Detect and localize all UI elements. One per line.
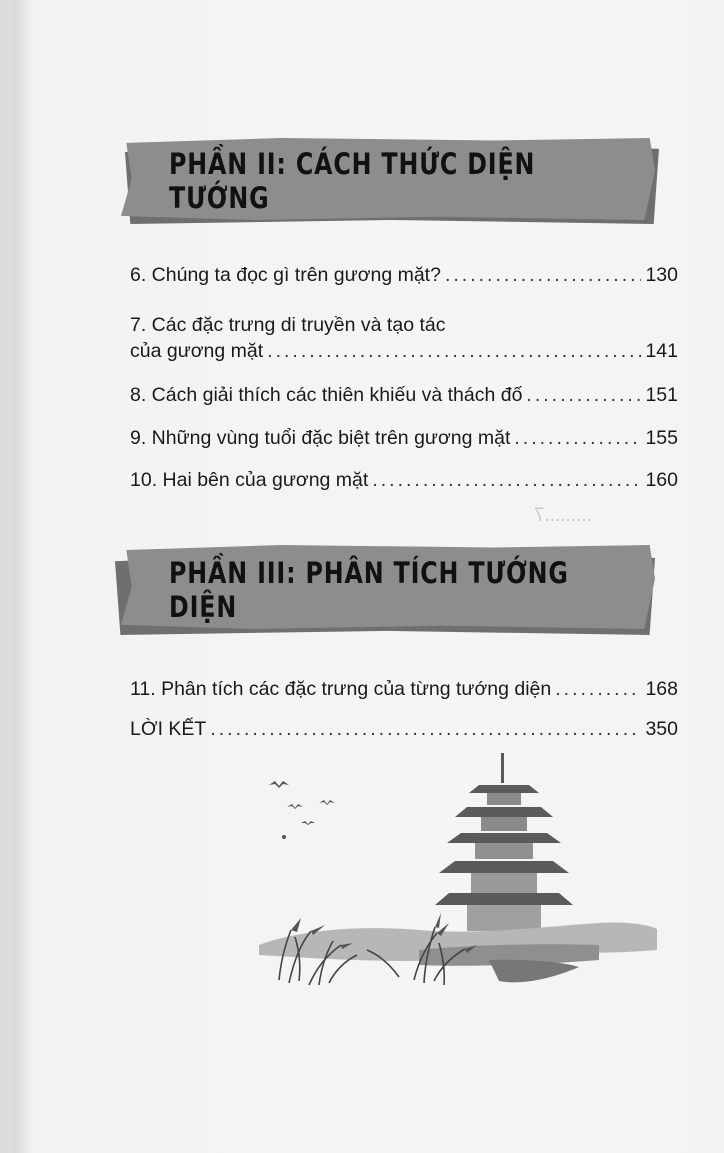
toc-entry-conclusion: [130, 716, 678, 742]
dot-leader: [445, 262, 642, 288]
dot-leader: [210, 716, 641, 742]
entry-title: 8. Cách giải thích các thiên khiếu và thách đố: [130, 384, 523, 406]
entry-title: LỜI KẾT: [130, 718, 207, 740]
entry-title: 9. Những vùng tuổi đặc biệt trên gương mặt: [130, 427, 511, 449]
entry-page: 141: [645, 340, 678, 362]
dot-leader: [526, 382, 641, 408]
entry-title: của gương mặt: [130, 340, 264, 362]
part2-banner: [121, 138, 655, 224]
dot-leader: [267, 338, 641, 364]
book-page: [14, 0, 724, 1153]
part3-banner: [121, 545, 655, 635]
entry-title: 6. Chúng ta đọc gì trên gương mặt?: [130, 264, 441, 286]
entry-page: 160: [645, 469, 678, 491]
toc-entry-9: [130, 425, 678, 451]
entry-page: 151: [645, 384, 678, 406]
dot-leader: [555, 676, 641, 702]
toc-entry-11: [130, 676, 678, 702]
part3-heading: PHẦN III: PHÂN TÍCH TƯỚNG DIỆN: [169, 556, 569, 624]
entry-page: 168: [645, 678, 678, 700]
toc-entry-6: [130, 262, 678, 288]
toc-entry-10: [130, 467, 678, 493]
pagoda-icon: [435, 753, 573, 931]
dot-leader: [372, 467, 641, 493]
shore-icon: [259, 922, 657, 982]
entry-page: 130: [645, 264, 678, 286]
toc-entry-8: [130, 382, 678, 408]
part2-heading: PHẦN II: CÁCH THỨC DIỆN TƯỚNG: [169, 147, 536, 215]
birds-icon: [269, 781, 335, 839]
entry-title: 10. Hai bên của gương mặt: [130, 469, 369, 491]
entry-page: 155: [645, 427, 678, 449]
entry-page: 350: [645, 718, 678, 740]
toc-entry-7: [130, 312, 678, 364]
reverse-side-bleed: .........7: [534, 505, 593, 526]
entry-title: 11. Phân tích các đặc trưng của từng tướng diện: [130, 678, 552, 700]
pagoda-ink-illustration: [239, 745, 659, 1005]
entry-title-line1: 7. Các đặc trưng di truyền và tạo tác: [130, 314, 446, 336]
dot-leader: [514, 425, 641, 451]
